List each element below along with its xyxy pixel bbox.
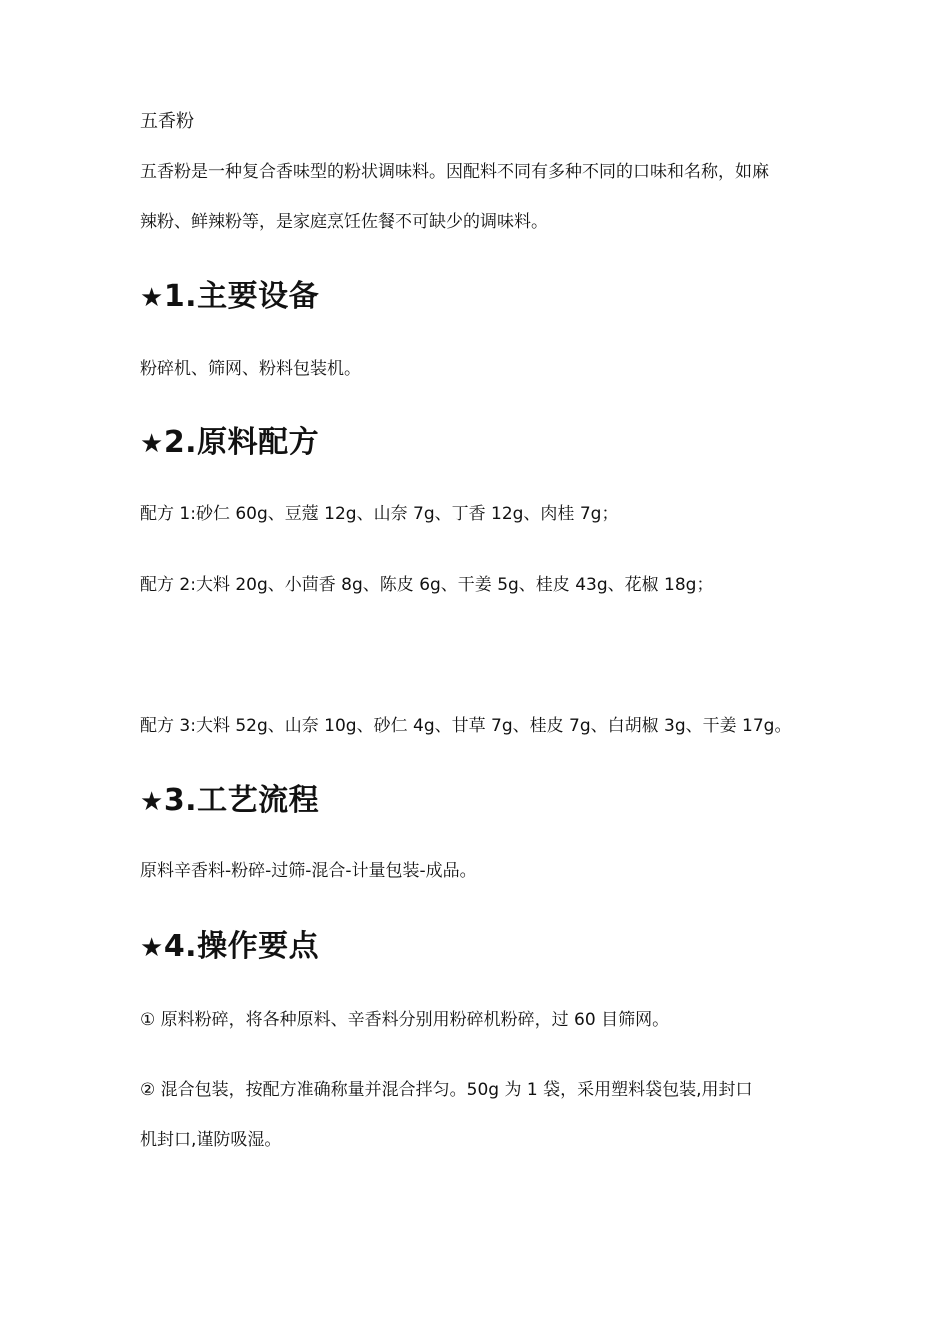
operation-step-1: ① 原料粉碎，将各种原料、辛香料分别用粉碎机粉碎，过 60 目筛网。 [140, 1010, 670, 1030]
section-heading-equipment [140, 279, 320, 314]
operation-step-2-cont: 机封口,谨防吸湿。 [140, 1130, 282, 1150]
heading-text: 3.工艺流程 [163, 783, 320, 818]
intro-line-1: 五香粉是一种复合香味型的粉状调味料。因配料不同有多种不同的口味和名称，如麻 [140, 162, 769, 182]
star-icon: ★ [140, 787, 164, 817]
recipe-1: 配方 1:砂仁 60g、豆蔻 12g、山奈 7g、丁香 12g、肉桂 7g； [140, 504, 619, 524]
document-title: 五香粉 [140, 111, 194, 132]
intro-line-2: 辣粉、鲜辣粉等，是家庭烹饪佐餐不可缺少的调味料。 [140, 212, 548, 232]
recipe-3: 配方 3:大料 52g、山奈 10g、砂仁 4g、甘草 7g、桂皮 7g、白胡椒 3g、干姜 17g。 [140, 716, 792, 736]
recipe-2: 配方 2:大料 20g、小茴香 8g、陈皮 6g、干姜 5g、桂皮 43g、花椒 18g； [140, 575, 714, 595]
section-heading-process [140, 783, 320, 818]
star-icon: ★ [140, 429, 164, 459]
star-icon: ★ [140, 933, 164, 963]
heading-text: 4.操作要点 [163, 929, 320, 964]
heading-text: 2.原料配方 [163, 425, 320, 460]
process-text: 原料辛香料-粉碎-过筛-混合-计量包装-成品。 [140, 861, 477, 881]
heading-text: 1.主要设备 [163, 279, 320, 314]
section-heading-recipe [140, 425, 320, 460]
star-icon: ★ [140, 283, 164, 313]
operation-step-2: ② 混合包装，按配方准确称量并混合拌匀。50g 为 1 袋，采用塑料袋包装,用封口 [140, 1080, 753, 1100]
equipment-text: 粉碎机、筛网、粉料包装机。 [140, 359, 361, 379]
section-heading-operation [140, 929, 320, 964]
